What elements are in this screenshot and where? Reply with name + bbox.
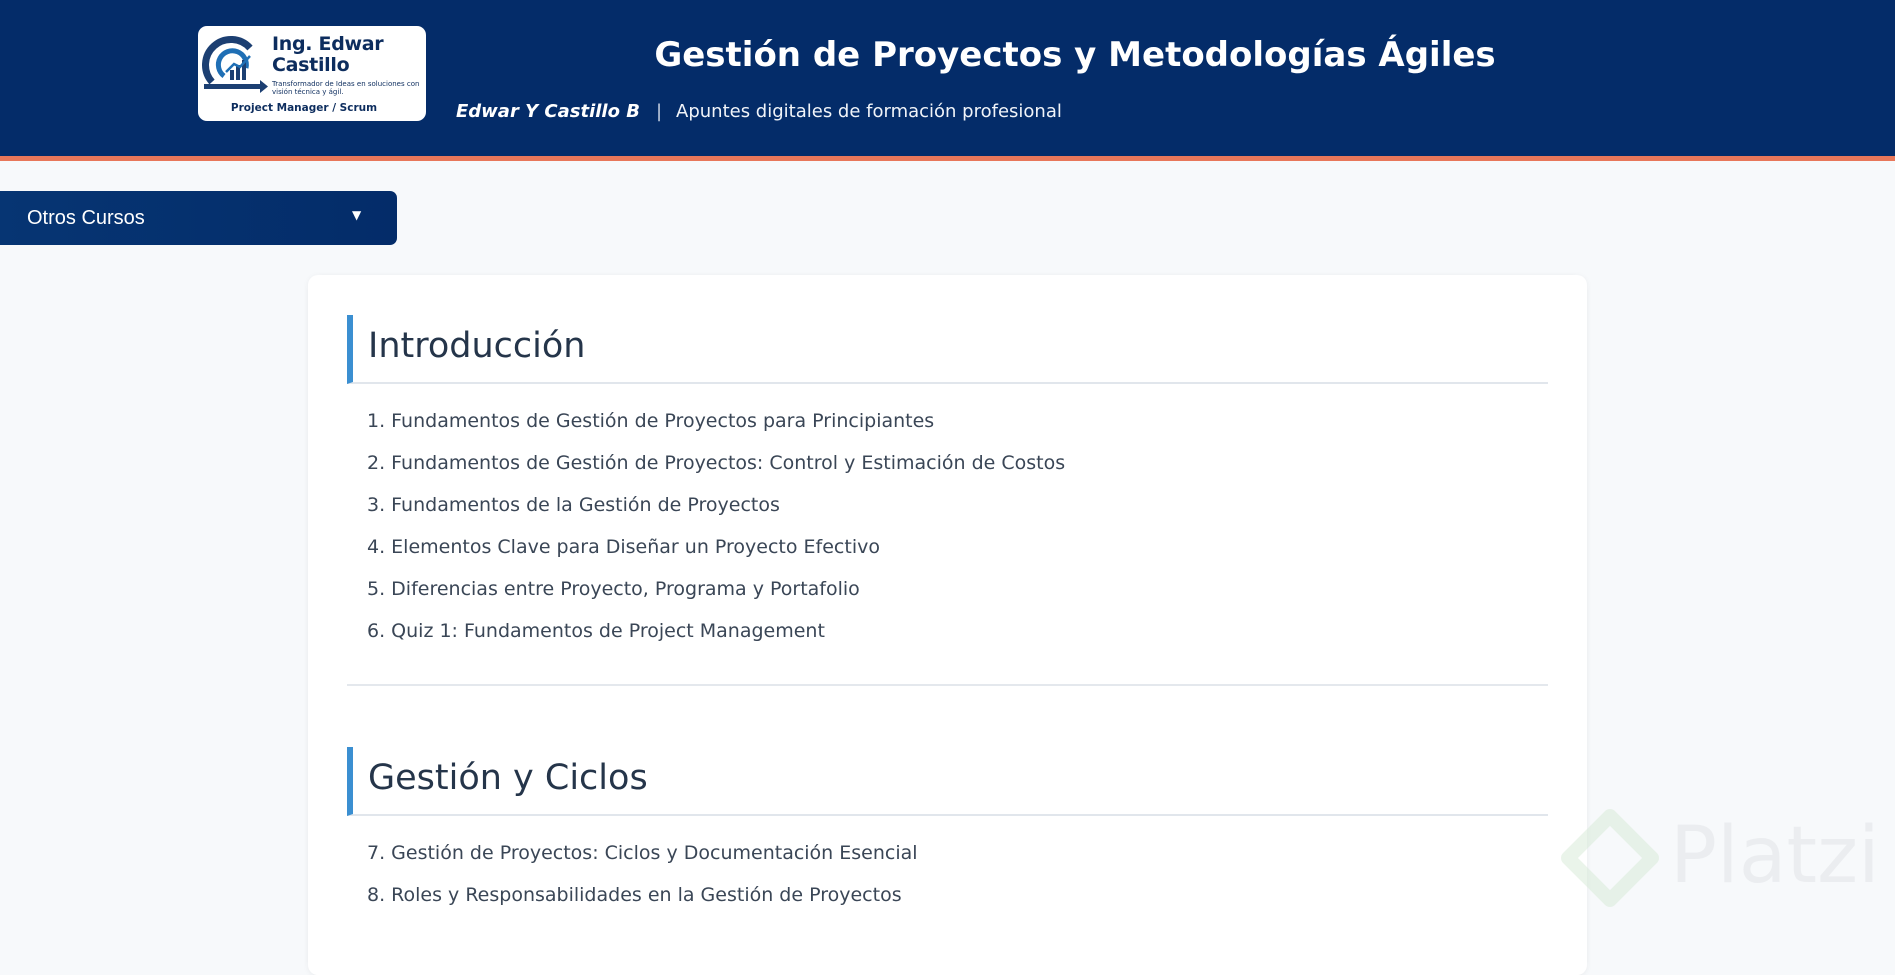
- logo-role: Project Manager / Scrum: [230, 102, 378, 114]
- other-courses-label: Otros Cursos: [27, 206, 145, 229]
- lesson-link[interactable]: 6. Quiz 1: Fundamentos de Project Management: [367, 620, 825, 642]
- logo-name: Ing. Edwar Castillo: [272, 33, 384, 76]
- caret-down-icon: ▼: [352, 208, 362, 222]
- course-content-card: [308, 275, 1587, 975]
- section-heading-introduccion: Introducción: [347, 315, 1548, 384]
- header-subtitle-row: [456, 98, 1062, 124]
- section-heading-gestion-y-ciclos: Gestión y Ciclos: [347, 747, 1548, 816]
- brand-logo[interactable]: [198, 26, 426, 121]
- platzi-watermark-text: Platzi: [1670, 811, 1880, 901]
- subtitle-separator: |: [655, 100, 663, 122]
- lesson-link[interactable]: 5. Diferencias entre Proyecto, Programa y Portafolio: [367, 578, 860, 600]
- page-title: Gestión de Proyectos y Metodologías Ágiles: [654, 35, 1496, 75]
- other-courses-dropdown[interactable]: [0, 191, 397, 245]
- platzi-watermark: [1560, 808, 1890, 908]
- lesson-link[interactable]: 8. Roles y Responsabilidades en la Gestión de Proyectos: [367, 884, 902, 906]
- platzi-logo-icon: [1560, 808, 1660, 908]
- lesson-link[interactable]: 4. Elementos Clave para Diseñar un Proyecto Efectivo: [367, 536, 880, 558]
- header-subtitle: Apuntes digitales de formación profesional: [676, 100, 1062, 122]
- growth-chart-logo-icon: [202, 32, 272, 94]
- lesson-link[interactable]: 1. Fundamentos de Gestión de Proyectos para Principiantes: [367, 410, 935, 432]
- lesson-link[interactable]: 2. Fundamentos de Gestión de Proyectos: Control y Estimación de Costos: [367, 452, 1066, 474]
- lesson-link[interactable]: 7. Gestión de Proyectos: Ciclos y Documentación Esencial: [367, 842, 918, 864]
- section-divider: [347, 684, 1548, 686]
- site-header: [0, 0, 1895, 161]
- lesson-link[interactable]: 3. Fundamentos de la Gestión de Proyectos: [367, 494, 780, 516]
- author-name: Edwar Y Castillo B: [456, 100, 640, 122]
- logo-tagline: Transformador de Ideas en soluciones con visión técnica y ágil.: [272, 80, 420, 96]
- lesson-list-introduccion: [367, 400, 1065, 652]
- lesson-list-gestion-y-ciclos: [367, 832, 918, 916]
